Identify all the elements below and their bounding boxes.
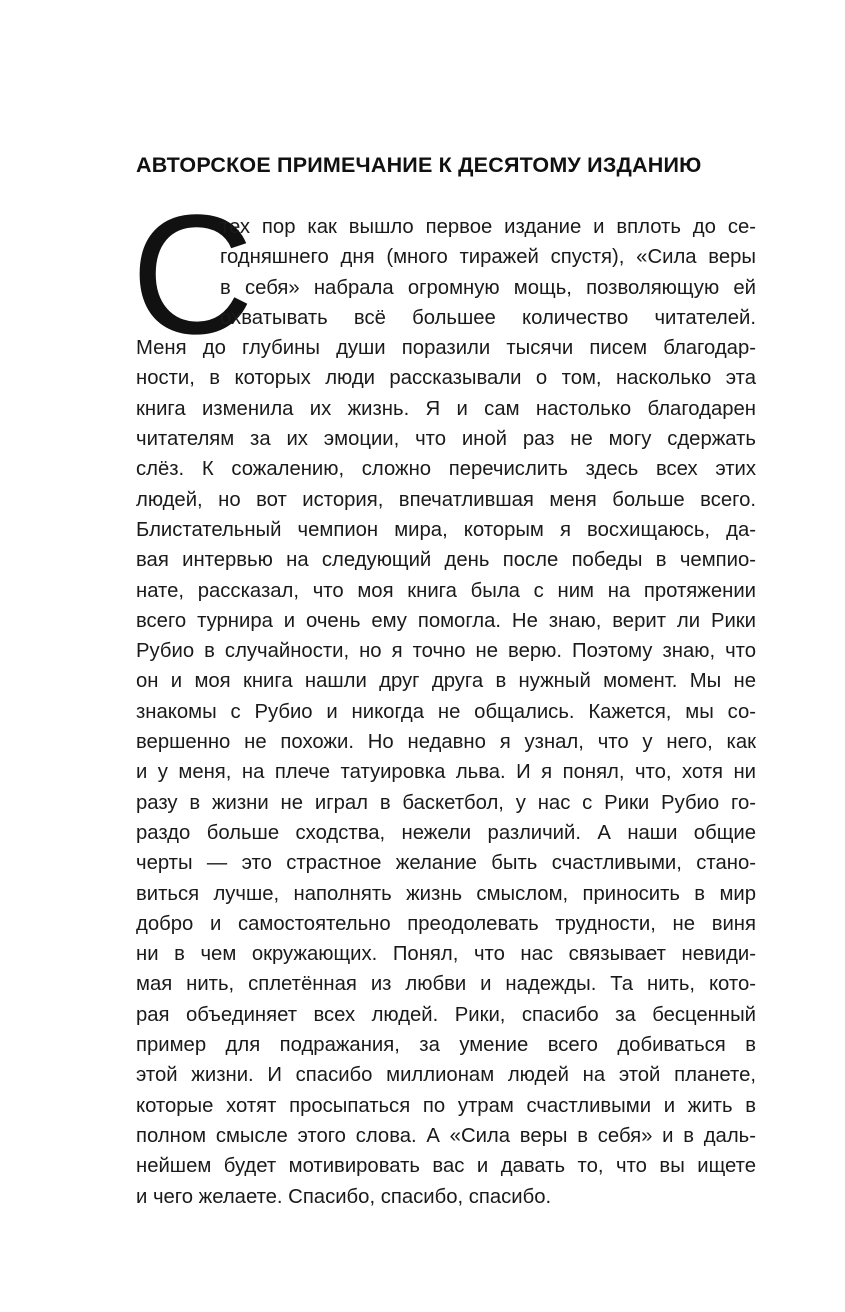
text-line: людей, но вот история, впечатлившая меня больше всего.	[136, 488, 756, 511]
text-line: тех пор как вышло первое издание и вплоть до се-	[220, 216, 756, 238]
text-line: всего турнира и очень ему помогла. Не знаю, верит ли Рики	[136, 609, 756, 632]
text-line: черты — это страстное желание быть счастливыми, стано-	[136, 852, 756, 875]
text-line: книга изменила их жизнь. Я и сам настолько благодарен	[136, 397, 756, 420]
text-line: он и моя книга нашли друг друга в нужный момент. Мы не	[136, 670, 756, 693]
drop-cap-letter: С	[131, 180, 254, 370]
text-line: нате, рассказал, что моя книга была с ним на протяжении	[136, 579, 756, 602]
text-line: Рубио в случайности, но я точно не верю. Поэтому знаю, что	[136, 640, 756, 663]
text-line: и у меня, на плече татуировка льва. И я понял, что, хотя ни	[136, 761, 756, 784]
text-line: ни в чем окружающих. Понял, что нас связывает невиди-	[136, 943, 756, 966]
text-line: охватывать всё большее количество читателей.	[220, 306, 756, 329]
text-line: вая интервью на следующий день после победы в чемпио-	[136, 549, 756, 572]
text-line: годняшнего дня (много тиражей спустя), «Сила веры	[220, 246, 756, 269]
text-line: слёз. К сожалению, сложно перечислить здесь всех этих	[136, 458, 756, 481]
body-paragraph	[136, 212, 756, 1212]
text-line: раздо больше сходства, нежели различий. А наши общие	[136, 821, 756, 844]
text-line: знакомы с Рубио и никогда не общались. Кажется, мы со-	[136, 700, 756, 723]
text-line: пример для подражания, за умение всего добиваться в	[136, 1034, 756, 1057]
text-line: виться лучше, наполнять жизнь смыслом, приносить в мир	[136, 882, 756, 905]
text-line: и чего желаете. Спасибо, спасибо, спасибо.	[136, 1185, 552, 1208]
text-line: которые хотят просыпаться по утрам счастливыми и жить в	[136, 1094, 756, 1117]
text-line: рая объединяет всех людей. Рики, спасибо за бесценный	[136, 1003, 756, 1026]
text-line: нейшем будет мотивировать вас и давать то, что вы ищете	[136, 1155, 756, 1178]
text-line: читателям за их эмоции, что иной раз не могу сдержать	[136, 428, 756, 451]
text-line: Блистательный чемпион мира, которым я восхищаюсь, да-	[136, 518, 756, 541]
text-line: Меня до глубины души поразили тысячи писем благодар-	[136, 337, 756, 360]
text-line: разу в жизни не играл в баскетбол, у нас с Рики Рубио го-	[136, 791, 756, 814]
text-line: ности, в которых люди рассказывали о том, насколько эта	[136, 367, 756, 390]
text-line: мая нить, сплетённая из любви и надежды. Та нить, кото-	[136, 973, 756, 996]
text-line: этой жизни. И спасибо миллионам людей на этой планете,	[136, 1064, 756, 1087]
text-line: добро и самостоятельно преодолевать трудности, не виня	[136, 912, 756, 935]
page-title: АВТОРСКОЕ ПРИМЕЧАНИЕ К ДЕСЯТОМУ ИЗДАНИЮ	[136, 153, 702, 177]
text-line: полном смысле этого слова. А «Сила веры в себя» и в даль-	[136, 1124, 756, 1147]
text-line: в себя» набрала огромную мощь, позволяющую ей	[220, 276, 756, 299]
text-line: вершенно не похожи. Но недавно я узнал, что у него, как	[136, 731, 756, 754]
